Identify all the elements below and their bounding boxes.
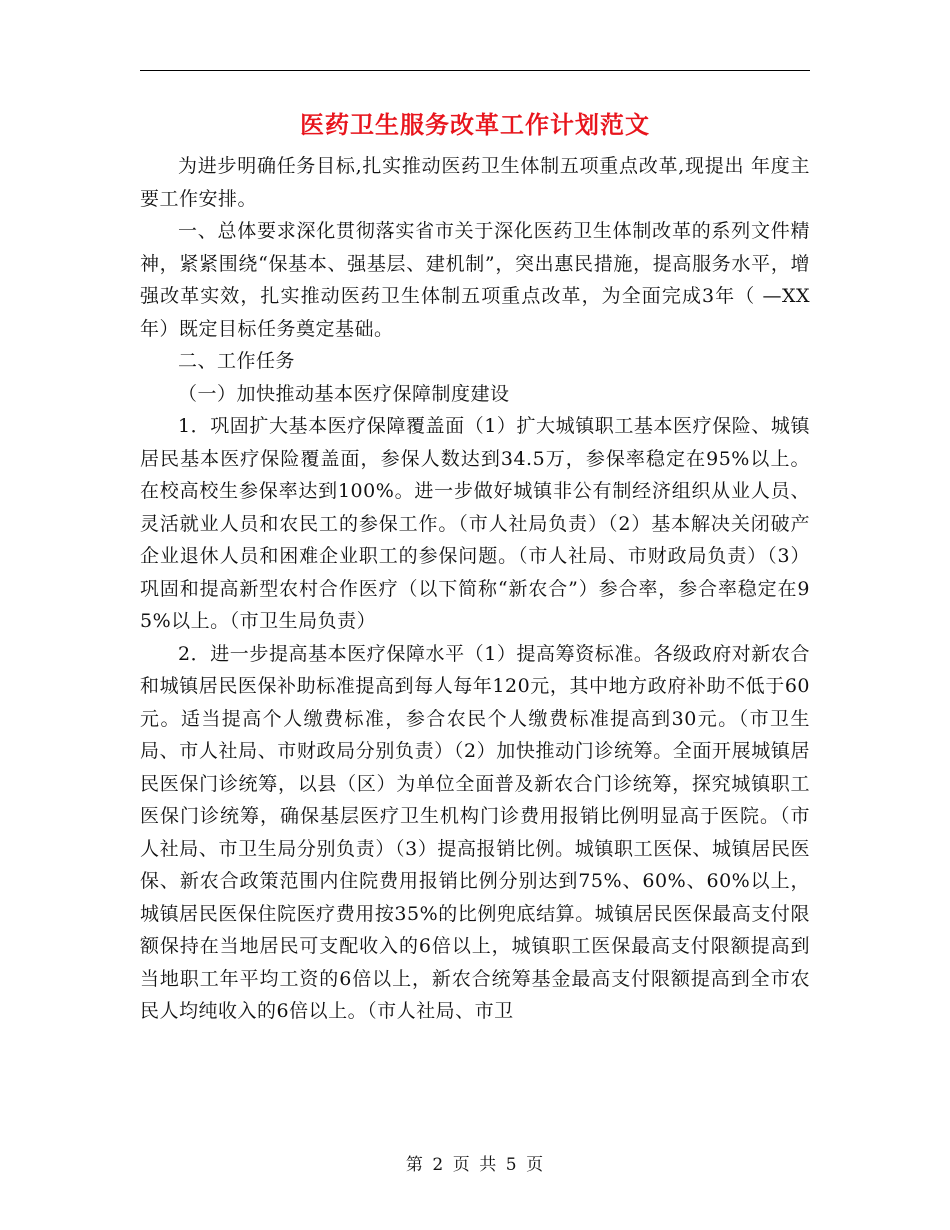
- paragraph-coverage: 1．巩固扩大基本医疗保障覆盖面（1）扩大城镇职工基本医疗保险、城镇居民基本医疗保险覆盖面，参保人数达到34.5万，参保率稳定在95%以上。在校高校生参保率达到100%。进一步做好城镇非公有制经济组织从业人员、灵活就业人员和农民工的参保工作。（市人社局负责）（2）基本解决关闭破产企业退休人员和困难企业职工的参保问题。（市人社局、市财政局负责）（3）巩固和提高新型农村合作医疗（以下简称“新农合”）参合率，参合率稳定在95%以上。（市卫生局负责）: [140, 415, 810, 632]
- footer-total-prefix: 共: [479, 1155, 498, 1175]
- paragraph-security-level: 2．进一步提高基本医疗保障水平（1）提高筹资标准。各级政府对新农合和城镇居民医保补助标准提高到每人每年120元，其中地方政府补助不低于60元。适当提高个人缴费标准，参合农民个人缴费标准提高到30元。（市卫生局、市人社局、市财政局分别负责）（2）加快推动门诊统筹。全面开展城镇居民医保门诊统筹，以县（区）为单位全面普及新农合门诊统筹，探究城镇职工医保门诊统筹，确保基层医疗卫生机构门诊费用报销比例明显高于医院。（市人社局、市卫生局分别负责）（3）提高报销比例。城镇职工医保、城镇居民医保、新农合政策范围内住院费用报销比例分别达到75%、60%、60%以上，城镇居民医保住院医疗费用按35%的比例兜底结算。城镇居民医保最高支付限额保持在当地居民可支配收入的6倍以上，城镇职工医保最高支付限额提高到当地职工年平均工资的6倍以上，新农合统筹基金最高支付限额提高到全市农民人均纯收入的6倍以上。（市人社局、市卫: [140, 642, 810, 1022]
- footer-total-pages: 5: [505, 1155, 518, 1175]
- paragraph-intro: 为进步明确任务目标,扎实推动医药卫生体制五项重点改革,现提出 年度主要工作安排。: [140, 155, 810, 210]
- document-body: [140, 150, 810, 1028]
- footer-total-unit: 页: [526, 1155, 545, 1175]
- section-heading-tasks: 二、工作任务: [178, 350, 296, 372]
- footer-prefix: 第: [405, 1155, 424, 1175]
- footer-page-number: 2: [432, 1155, 445, 1175]
- header-rule: [140, 70, 810, 71]
- footer-page-unit: 页: [452, 1155, 471, 1175]
- subsection-heading-insurance: （一）加快推动基本医疗保障制度建设: [178, 382, 510, 405]
- document-title: 医药卫生服务改革工作计划范文: [300, 110, 650, 139]
- paragraph-general-requirements: 一、总体要求深化贯彻落实省市关于深化医药卫生体制改革的系列文件精神，紧紧围绕“保基本、强基层、建机制”，突出惠民措施，提高服务水平，增强改革实效，扎实推动医药卫生体制五项重点改革，为全面完成3年（ —XX年）既定目标任务奠定基础。: [140, 220, 810, 340]
- page-footer: [140, 1153, 810, 1177]
